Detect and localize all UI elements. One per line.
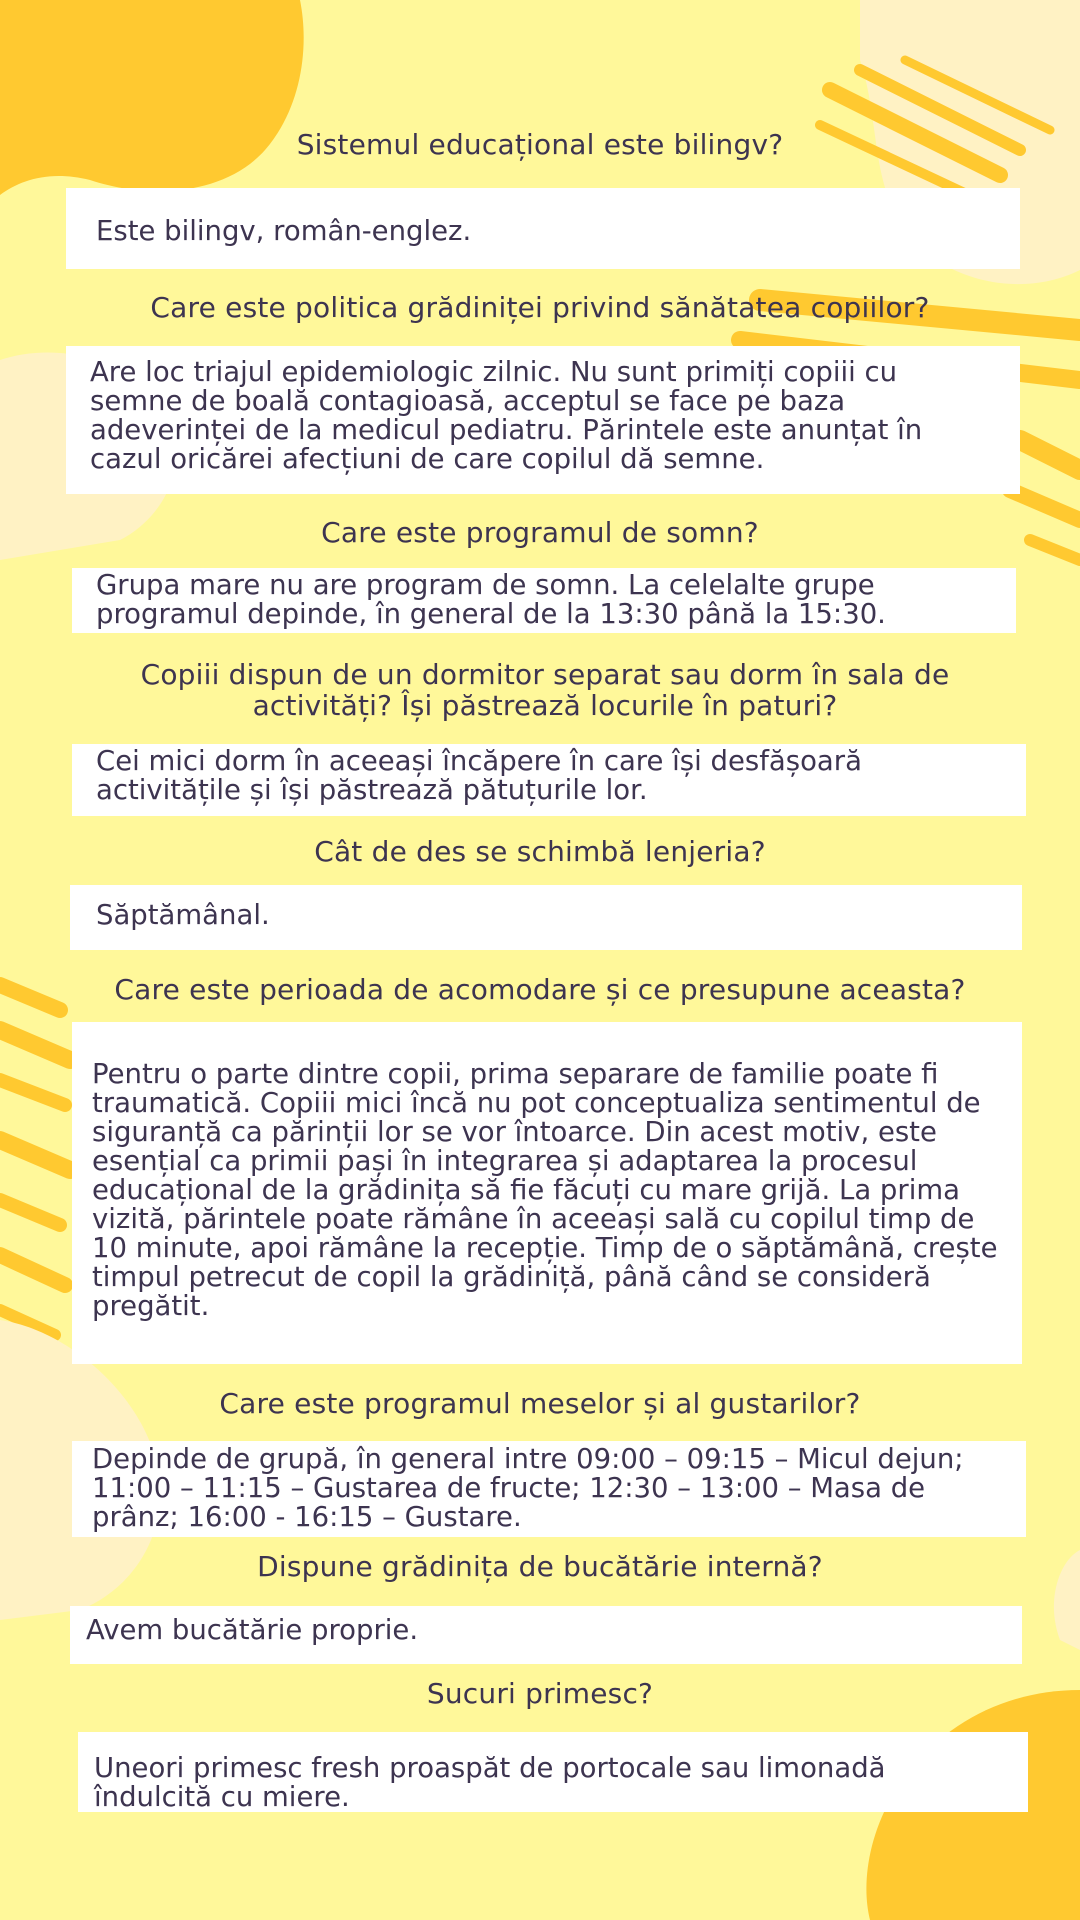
- faq-answer-2-text: Are loc triajul epidemiologic zilnic. Nu sunt primiți copiii cu semne de boală contagioasă, acceptul se face pe baza adeverinței de la medicul pediatru. Părintele este anunțat în cazul oricărei afecțiuni de care copilul dă semne.: [90, 356, 923, 475]
- faq-answer-7: [72, 1441, 1026, 1537]
- faq-answer-6: [72, 1022, 1022, 1364]
- faq-answer-9-text: Uneori primesc fresh proaspăt de portocale sau limonadă îndulcită cu miere.: [94, 1752, 886, 1813]
- faq-answer-1-text: Este bilingv, român-englez.: [96, 215, 472, 247]
- faq-question-4: Copiii dispun de un dormitor separat sau dorm în sala de activități? Își păstrează locurile în paturi?: [140, 658, 950, 722]
- faq-answer-9: [78, 1732, 1028, 1812]
- faq-answer-3-text: Grupa mare nu are program de somn. La celelalte grupe programul depinde, în general de la 13:30 până la 15:30.: [96, 569, 886, 630]
- faq-answer-5-text: Săptămânal.: [96, 899, 270, 931]
- faq-question-7: Care este programul meselor și al gustarilor?: [219, 1387, 861, 1420]
- faq-question-3: Care este programul de somn?: [321, 516, 759, 549]
- faq-answer-5: [70, 885, 1022, 950]
- faq-question-1: Sistemul educațional este bilingv?: [296, 128, 784, 161]
- faq-answer-7-text: Depinde de grupă, în general intre 09:00 – 09:15 – Micul dejun; 11:00 – 11:15 – Gustarea de fructe; 12:30 – 13:00 – Masa de prânz; 16:00 - 16:15 – Gustare.: [92, 1443, 964, 1533]
- faq-answer-6-text: Pentru o parte dintre copii, prima separare de familie poate fi traumatică. Copiii mici încă nu pot conceptualiza sentimentul de siguranță ca părinții lor se vor întoarce. Din acest motiv, este esențial ca primii pași în integrarea și adaptarea la procesul educațional de la grădinița să fie făcuți cu mare grijă. La prima vizită, părintele poate rămâne în aceeași sală cu copilul timp de 10 minute, apoi rămâne la recepție. Timp de o săptămână, crește timpul petrecut de copil la grădiniță, până când se consideră pregătit.: [92, 1058, 998, 1322]
- faq-answer-4-text: Cei mici dorm în aceeași încăpere în care își desfășoară activitățile și își păstrează pătuțurile lor.: [96, 745, 862, 806]
- faq-question-6: Care este perioada de acomodare și ce presupune aceasta?: [114, 973, 966, 1006]
- faq-answer-8: [70, 1606, 1022, 1664]
- faq-question-5: Cât de des se schimbă lenjeria?: [314, 835, 766, 868]
- faq-question-8: Dispune grădinița de bucătărie internă?: [257, 1550, 823, 1583]
- faq-question-2: Care este politica grădiniței privind sănătatea copiilor?: [150, 291, 930, 324]
- faq-answer-4: [72, 744, 1026, 816]
- faq-answer-2: [66, 346, 1020, 494]
- faq-question-9: Sucuri primesc?: [426, 1677, 654, 1710]
- faq-answer-8-text: Avem bucătărie proprie.: [86, 1614, 419, 1646]
- faq-answer-1: [66, 188, 1020, 269]
- faq-answer-3: [72, 568, 1016, 633]
